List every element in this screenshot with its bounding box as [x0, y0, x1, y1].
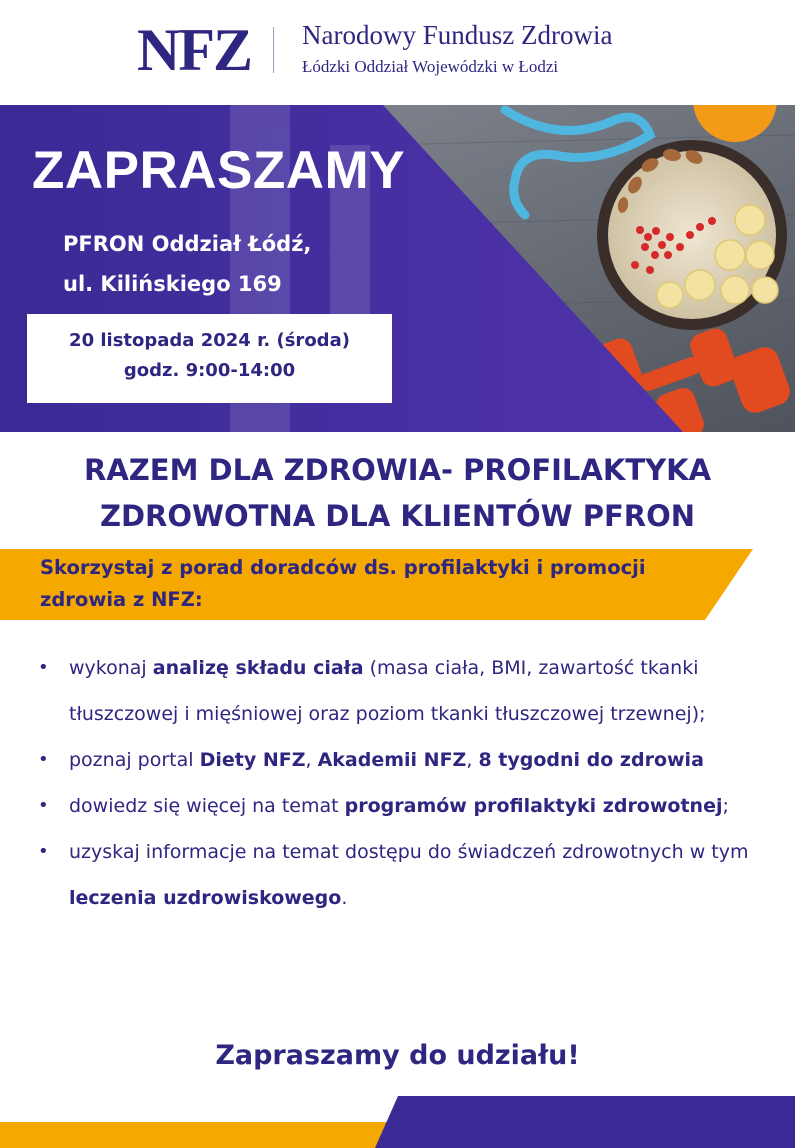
list-item — [38, 783, 773, 829]
venue-address: ul. Kilińskiego 169 — [63, 272, 282, 296]
advice-intro-line2: zdrowia z NFZ: — [40, 588, 203, 611]
date-box — [27, 314, 392, 403]
page-header — [0, 0, 795, 105]
main-heading-line1: RAZEM DLA ZDROWIA- PROFILAKTYKA — [83, 453, 712, 487]
highlight-text: Diety NFZ — [199, 749, 306, 771]
invite-title: ZAPRASZAMY — [32, 141, 406, 200]
footer-band — [0, 1096, 795, 1148]
highlight-text: leczenia uzdrowiskowego — [69, 887, 342, 909]
venue-name: PFRON Oddział Łódź, — [63, 232, 312, 256]
logo-divider — [273, 27, 274, 73]
advice-intro — [40, 552, 730, 616]
org-branch: Łódzki Oddział Wojewódzki w Łodzi — [302, 57, 559, 76]
main-heading — [0, 447, 795, 539]
list-text: wykonaj — [69, 657, 153, 679]
event-hours: godz. 9:00-14:00 — [123, 360, 296, 381]
list-text: poznaj portal — [69, 749, 200, 771]
main-heading-line2: ZDROWOTNA DLA KLIENTÓW PFRON — [99, 499, 696, 533]
list-text: (masa ciała, BMI, zawartość tkanki tłuszczowej i mięśniowej oraz poziom tkanki tłuszczowej trzewnej); — [69, 657, 706, 725]
event-date: 20 listopada 2024 r. (środa) — [69, 330, 350, 351]
list-text: . — [341, 887, 348, 909]
highlight-text: programów profilaktyki zdrowotnej — [344, 795, 723, 817]
highlight-text: analizę składu ciała — [152, 657, 364, 679]
list-text: , — [466, 749, 479, 771]
list-text: , — [305, 749, 318, 771]
list-item — [38, 645, 773, 737]
highlight-text: 8 tygodni do zdrowia — [478, 749, 704, 771]
closing-invite: Zapraszamy do udziału! — [215, 1040, 580, 1071]
list-text: ; — [722, 795, 729, 817]
nfz-logo: NFZ — [137, 17, 251, 83]
list-text: uzyskaj informacje na temat dostępu do świadczeń zdrowotnych w tym — [69, 841, 749, 863]
list-text: dowiedz się więcej na temat — [69, 795, 345, 817]
list-item — [38, 737, 773, 783]
highlight-text: Akademii NFZ — [317, 749, 467, 771]
list-item — [38, 829, 773, 921]
benefits-list — [38, 645, 773, 921]
advice-intro-line1: Skorzystaj z porad doradców ds. profilaktyki i promocji — [40, 556, 646, 579]
org-name: Narodowy Fundusz Zdrowia — [302, 20, 613, 50]
